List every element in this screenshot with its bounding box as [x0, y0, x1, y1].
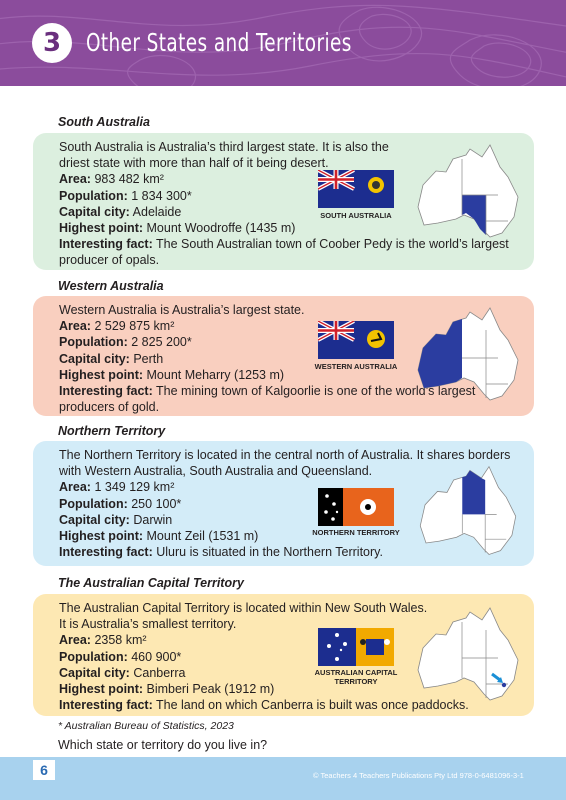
northern-territory-flag — [318, 488, 394, 526]
act-flag — [318, 628, 394, 666]
western-australia-flag — [318, 321, 394, 359]
population-value: 460 900* — [131, 649, 182, 664]
south-australia-flag-caption: SOUTH AUSTRALIA — [320, 211, 392, 220]
capital-value: Adelaide — [132, 204, 182, 219]
highest-label: Highest point: — [59, 682, 144, 697]
fact-value: The South Australian town of Coober Pedy is the world’s largest producer of opals. — [59, 237, 509, 268]
population-label: Population: — [59, 496, 128, 511]
western-australia-box — [33, 296, 534, 416]
map-western-australia — [408, 300, 528, 410]
question: Which state or territory do you live in? — [58, 738, 268, 752]
northern-territory-flag-caption: NORTHERN TERRITORY — [312, 528, 400, 537]
act-flag-caption: AUSTRALIAN CAPITAL TERRITORY — [314, 668, 398, 686]
area-label: Area: — [59, 633, 91, 648]
section-heading-south-australia: South Australia — [58, 115, 150, 129]
page-title: Other States and Territories — [86, 28, 352, 57]
chapter-header — [0, 0, 566, 86]
area-label: Area: — [59, 172, 91, 187]
intro: Western Australia is Australia’s largest state. — [59, 303, 305, 317]
map-south-australia — [408, 137, 528, 247]
fact-value: Uluru is situated in the Northern Territory. — [156, 545, 383, 560]
capital-label: Capital city: — [59, 204, 130, 219]
northern-territory-box — [33, 441, 534, 566]
map-northern-territory — [408, 459, 528, 564]
capital-label: Capital city: — [59, 512, 130, 527]
capital-value: Perth — [133, 351, 164, 366]
fact-value: The mining town of Kalgoorlie is one of the world’s largest producers of gold. — [59, 384, 476, 415]
population-value: 2 825 200* — [131, 335, 192, 350]
area-value: 2 529 875 km² — [94, 319, 175, 334]
south-australia-flag — [318, 170, 394, 208]
fact-label: Interesting fact: — [59, 384, 153, 399]
capital-value: Canberra — [133, 665, 186, 680]
area-value: 983 482 km² — [94, 172, 164, 187]
highest-value: Bimberi Peak (1912 m) — [146, 682, 275, 697]
page-number: 6 — [33, 760, 55, 780]
fact-value: The land on which Canberra is built was once paddocks. — [156, 698, 469, 713]
fact-label: Interesting fact: — [59, 237, 153, 252]
section-heading-northern-territory: Northern Territory — [58, 424, 166, 438]
area-value: 1 349 129 km² — [94, 480, 175, 495]
population-value: 1 834 300* — [131, 188, 192, 203]
population-label: Population: — [59, 188, 128, 203]
highest-value: Mount Meharry (1253 m) — [146, 367, 285, 382]
highest-label: Highest point: — [59, 221, 144, 236]
intro: South Australia is Australia’s third largest state. It is also the driest state with more than half of it being desert. — [59, 140, 389, 171]
copyright: © Teachers 4 Teachers Publications Pty Ltd 978-0-6481096-3-1 — [313, 771, 524, 780]
area-label: Area: — [59, 480, 91, 495]
area-label: Area: — [59, 319, 91, 334]
fact-label: Interesting fact: — [59, 698, 153, 713]
population-value: 250 100* — [131, 496, 182, 511]
section-heading-western-australia: Western Australia — [58, 279, 164, 293]
highest-label: Highest point: — [59, 529, 144, 544]
fact-label: Interesting fact: — [59, 545, 153, 560]
footnote: * Australian Bureau of Statistics, 2023 — [58, 720, 234, 732]
population-label: Population: — [59, 649, 128, 664]
intro: The Northern Territory is located in the central north of Australia. It shares borders with Western Australia, South Australia and Queensland. — [59, 448, 511, 479]
south-australia-box — [33, 133, 534, 270]
capital-value: Darwin — [133, 512, 173, 527]
capital-label: Capital city: — [59, 351, 130, 366]
section-heading-act: The Australian Capital Territory — [58, 576, 244, 590]
western-australia-flag-caption: WESTERN AUSTRALIA — [314, 362, 398, 371]
intro: The Australian Capital Territory is located within New South Wales. It is Australia’s smallest territory. — [59, 601, 428, 632]
map-act — [408, 600, 528, 710]
capital-label: Capital city: — [59, 665, 130, 680]
act-box — [33, 594, 534, 716]
area-value: 2358 km² — [94, 633, 147, 648]
highest-value: Mount Zeil (1531 m) — [146, 529, 259, 544]
highest-value: Mount Woodroffe (1435 m) — [146, 221, 296, 236]
chapter-number: 3 — [32, 23, 72, 63]
highest-label: Highest point: — [59, 367, 144, 382]
population-label: Population: — [59, 335, 128, 350]
